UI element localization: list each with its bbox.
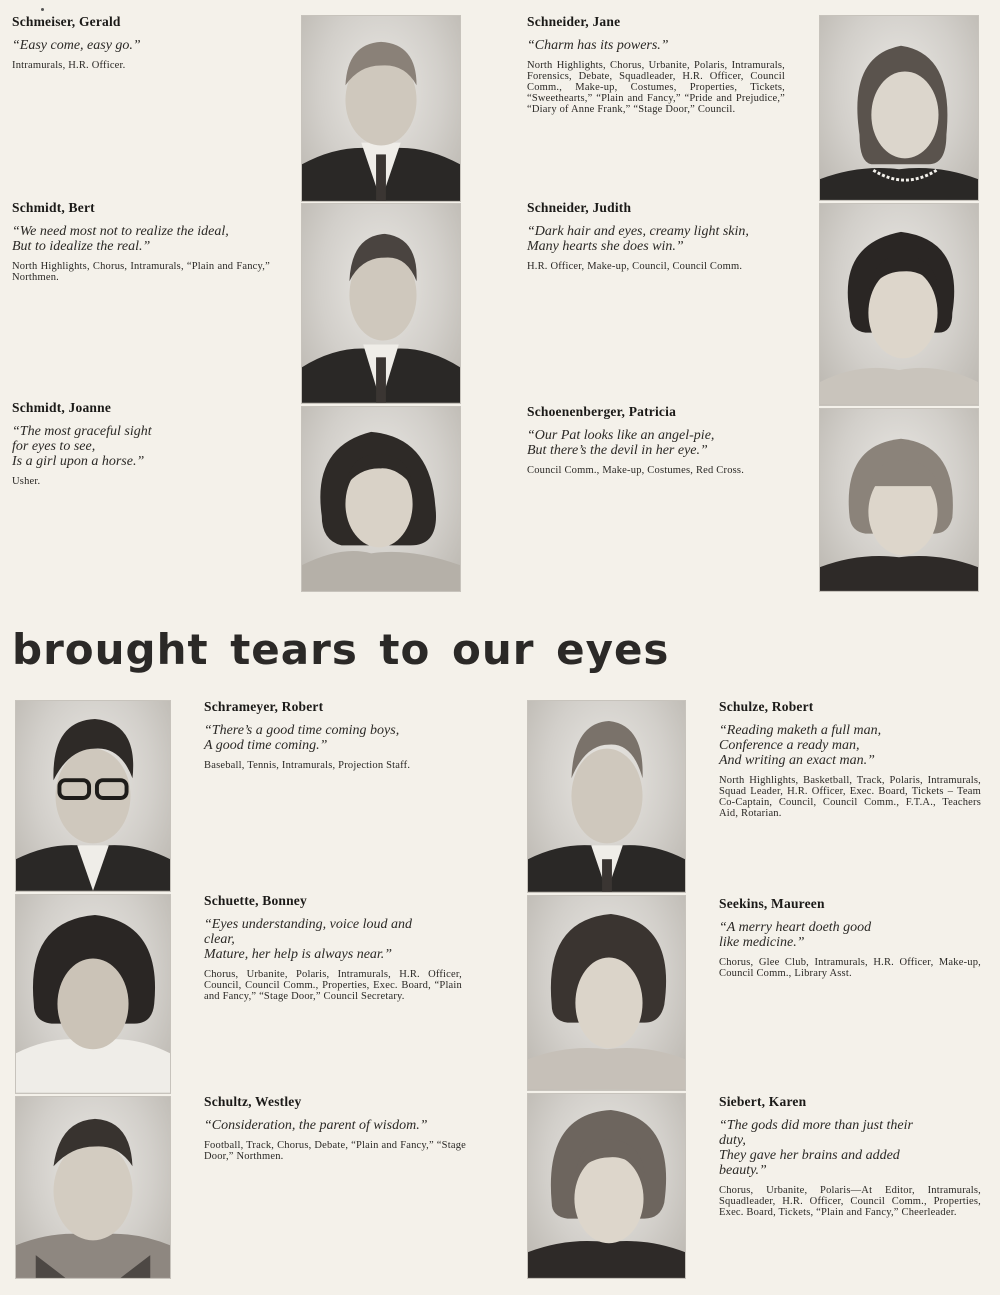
senior-name: Schneider, Jane [527,14,621,29]
senior-name: Schmidt, Bert [12,200,95,215]
senior-name: Schultz, Westley [204,1094,302,1109]
boy-portrait-icon [528,701,685,892]
senior-entry [719,699,981,819]
senior-entry [204,1094,466,1162]
girl-portrait-icon [16,895,170,1093]
portrait-photo [301,15,461,202]
senior-activities: H.R. Officer, Make-up, Council, Council Comm. [527,261,743,272]
senior-quote: “A merry heart doeth good like medicine.” [719,920,872,950]
senior-entry [12,14,292,71]
senior-name: Schmeiser, Gerald [12,14,121,29]
senior-activities: Intramurals, H.R. Officer. [12,60,126,71]
senior-quote: “The gods did more than just their duty, They gave her brains and added beauty.” [719,1118,913,1178]
senior-activities: North Highlights, Basketball, Track, Polaris, Intramurals, Squad Leader, H.R. Officer, Exec. Board, Tickets – Team Co-Captain, Council, Council Comm., F.T.A., Teachers Aid, Rotarian. [719,775,981,819]
senior-quote: “Easy come, easy go.” [12,38,141,53]
senior-name: Seekins, Maureen [719,896,825,911]
portrait-photo [819,203,979,406]
senior-quote: “Reading maketh a full man, Conference a ready man, And writing an exact man.” [719,723,882,768]
girl-portrait-icon [820,16,978,200]
portrait-photo [819,408,979,592]
senior-activities: Baseball, Tennis, Intramurals, Projection Staff. [204,760,411,771]
senior-entry [527,14,785,115]
portrait-photo [527,895,686,1091]
senior-entry [204,893,462,1002]
girl-portrait-icon [528,1094,685,1278]
senior-activities: Chorus, Urbanite, Polaris, Intramurals, H.R. Officer, Council, Council Comm., Properties, Exec. Board, “Plain and Fancy,” “Stage Door,” Council Secretary. [204,969,462,1002]
boy-with-glasses-portrait-icon [16,701,170,891]
senior-name: Schuette, Bonney [204,893,307,908]
senior-quote: “Consideration, the parent of wisdom.” [204,1118,428,1133]
senior-activities: Chorus, Urbanite, Polaris—At Editor, Intramurals, Squadleader, H.R. Officer, Council Comm., Properties, Exec. Board, Tickets, “Plain and Fancy,” Cheerleader. [719,1185,981,1218]
senior-entry [719,1094,981,1218]
senior-activities: Football, Track, Chorus, Debate, “Plain and Fancy,” “Stage Door,” Northmen. [204,1140,466,1162]
senior-entry [527,200,785,272]
boy-portrait-icon [302,204,460,403]
girl-portrait-icon [820,409,978,591]
portrait-photo [527,1093,686,1279]
portrait-photo [301,406,461,592]
senior-name: Schrameyer, Robert [204,699,324,714]
senior-activities: North Highlights, Chorus, Urbanite, Polaris, Intramurals, Forensics, Debate, Squadleader, H.R. Officer, Council Comm., Make-up, Costumes, Properties, Tickets, “Sweethearts,” “Plain and Fancy,” “Pride and Prejudice,” “Diary of Anne Frank,” “Stage Door,” Council. [527,60,785,115]
girl-portrait-icon [302,407,460,591]
girl-portrait-icon [820,204,978,405]
senior-quote: “Eyes understanding, voice loud and clear, Mature, her help is always near.” [204,917,413,962]
senior-quote: “The most graceful sight for eyes to see, Is a girl upon a horse.” [12,424,152,469]
boy-portrait-icon [302,16,460,201]
portrait-photo [15,1096,171,1279]
senior-name: Schneider, Judith [527,200,632,215]
girl-portrait-icon [528,896,685,1090]
senior-quote: “Charm has its powers.” [527,38,669,53]
boy-portrait-icon [16,1097,170,1278]
senior-quote: “There’s a good time coming boys, A good time coming.” [204,723,400,753]
senior-entry [12,200,270,283]
senior-quote: “Our Pat looks like an angel-pie, But there’s the devil in her eye.” [527,428,715,458]
portrait-photo [527,700,686,893]
portrait-photo [301,203,461,404]
senior-quote: “We need most not to realize the ideal, But to idealize the real.” [12,224,229,254]
senior-name: Schoenenberger, Patricia [527,404,677,419]
senior-entry [204,699,462,771]
senior-name: Siebert, Karen [719,1094,807,1109]
senior-activities: Usher. [12,476,41,487]
senior-entry [527,404,785,476]
senior-activities: North Highlights, Chorus, Intramurals, “Plain and Fancy,” Northmen. [12,261,270,283]
senior-quote: “Dark hair and eyes, creamy light skin, Many hearts she does win.” [527,224,749,254]
print-speck [41,8,44,11]
senior-name: Schulze, Robert [719,699,814,714]
senior-activities: Chorus, Glee Club, Intramurals, H.R. Officer, Make-up, Council Comm., Library Asst. [719,957,981,979]
senior-entry [12,400,272,487]
portrait-photo [15,700,171,892]
portrait-photo [819,15,979,201]
senior-activities: Council Comm., Make-up, Costumes, Red Cross. [527,465,745,476]
senior-name: Schmidt, Joanne [12,400,112,415]
portrait-photo [15,894,171,1094]
page-headline: brought tears to our eyes [12,625,670,674]
senior-entry [719,896,981,979]
